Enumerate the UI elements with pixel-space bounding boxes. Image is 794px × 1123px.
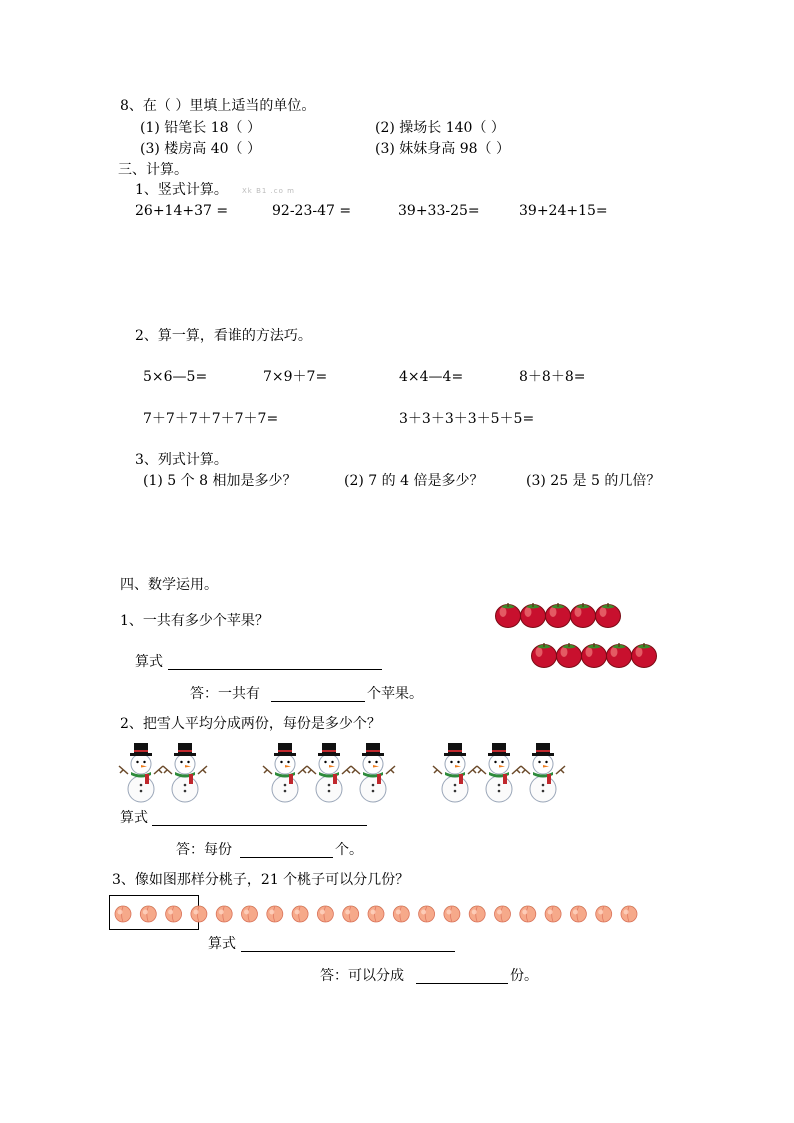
smart-calc-5: 7＋7＋7＋7＋7＋7=	[143, 411, 279, 427]
peach-answer-blank[interactable]	[416, 983, 508, 984]
snowman-icon	[119, 743, 163, 802]
peach-icon	[469, 906, 485, 922]
smart-calc-2: 7×9＋7=	[263, 369, 328, 385]
smart-calc-6: 3＋3＋3＋3＋5＋5=	[399, 411, 535, 427]
smart-calc-title: 2、算一算，看谁的方法巧。	[135, 328, 312, 344]
list-calc-title: 3、列式计算。	[135, 452, 228, 468]
section-3-title: 三、计算。	[118, 162, 188, 178]
list-calc-1: (1) 5 个 8 相加是多少？	[143, 473, 297, 489]
snowman-answer-blank[interactable]	[240, 857, 333, 858]
apple-answer-prefix: 答：一共有	[190, 686, 260, 702]
peach-icon	[368, 906, 384, 922]
list-calc-3: (3) 25 是 5 的几倍？	[526, 473, 661, 489]
q8-item-1: (1) 铅笔长 18（ ）	[140, 120, 261, 136]
peach-icon	[393, 906, 409, 922]
watermark: Xk B1 .co m	[242, 187, 295, 195]
peach-answer-suffix: 份。	[510, 968, 538, 984]
q8-item-4: (3) 妹妹身高 98（ ）	[375, 141, 510, 157]
apple-icon	[632, 643, 657, 668]
apple-formula-label: 算式	[135, 654, 163, 670]
smart-calc-4: 8＋8＋8=	[519, 369, 586, 385]
peach-icon	[596, 906, 612, 922]
vertical-calc-3: 39+33-25=	[398, 203, 480, 219]
peach-icon	[292, 906, 308, 922]
peach-row	[111, 901, 647, 927]
vertical-calc-4: 39+24+15=	[519, 203, 608, 219]
vertical-calc-2: 92-23-47 =	[272, 203, 352, 219]
apple-icon	[596, 603, 621, 628]
peach-icon	[317, 906, 333, 922]
peach-icon	[191, 906, 207, 922]
peach-question: 3、像如图那样分桃子，21 个桃子可以分几份？	[112, 872, 410, 888]
snowman-group-2	[262, 740, 398, 808]
vertical-calc-title: 1、竖式计算。	[135, 182, 228, 198]
peach-icon	[495, 906, 511, 922]
snowman-group-1	[118, 740, 210, 808]
snowman-formula-blank[interactable]	[152, 825, 367, 826]
apple-icon	[546, 603, 571, 628]
apple-question: 1、一共有多少个苹果？	[120, 613, 269, 629]
apple-row-bottom	[529, 640, 658, 672]
smart-calc-3: 4×4—4=	[399, 369, 464, 385]
snowman-group-3	[432, 740, 568, 808]
apple-icon	[521, 603, 546, 628]
peach-icon	[267, 906, 283, 922]
snowman-formula-label: 算式	[120, 810, 148, 826]
peach-icon	[216, 906, 232, 922]
snowman-icon	[307, 743, 351, 802]
apple-answer-suffix: 个苹果。	[367, 686, 423, 702]
peach-icon	[115, 906, 131, 922]
peach-formula-blank[interactable]	[241, 951, 455, 952]
snowman-icon	[433, 743, 477, 802]
apple-icon	[532, 643, 557, 668]
peach-icon	[520, 906, 536, 922]
apple-icon	[607, 643, 632, 668]
peach-icon	[570, 906, 586, 922]
list-calc-2: (2) 7 的 4 倍是多少？	[344, 473, 484, 489]
apple-row-top	[493, 600, 622, 632]
peach-icon	[166, 906, 182, 922]
section-4-title: 四、数学运用。	[120, 577, 218, 593]
snowman-icon	[477, 743, 521, 802]
snowman-answer-prefix: 答：每份	[176, 842, 232, 858]
peach-icon	[343, 906, 359, 922]
snowman-icon	[163, 743, 207, 802]
peach-answer-prefix: 答：可以分成	[320, 968, 404, 984]
snowman-icon	[351, 743, 395, 802]
smart-calc-1: 5×6—5=	[143, 369, 208, 385]
q8-title: 8、在（ ）里填上适当的单位。	[120, 98, 316, 114]
peach-icon	[419, 906, 435, 922]
snowman-question: 2、把雪人平均分成两份，每份是多少个？	[120, 716, 381, 732]
snowman-icon	[263, 743, 307, 802]
apple-icon	[571, 603, 596, 628]
vertical-calc-1: 26+14+37 =	[135, 203, 229, 219]
peach-icon	[242, 906, 258, 922]
peach-icon	[444, 906, 460, 922]
snowman-answer-suffix: 个。	[335, 842, 363, 858]
peach-icon	[621, 906, 637, 922]
peach-icon	[545, 906, 561, 922]
q8-item-2: (2) 操场长 140（ ）	[375, 120, 505, 136]
q8-item-3: (3) 楼房高 40（ ）	[140, 141, 261, 157]
peach-formula-label: 算式	[208, 936, 236, 952]
apple-icon	[557, 643, 582, 668]
apple-answer-blank[interactable]	[271, 701, 365, 702]
apple-icon	[582, 643, 607, 668]
apple-icon	[496, 603, 521, 628]
apple-formula-blank[interactable]	[168, 669, 382, 670]
snowman-icon	[521, 743, 565, 802]
peach-icon	[140, 906, 156, 922]
